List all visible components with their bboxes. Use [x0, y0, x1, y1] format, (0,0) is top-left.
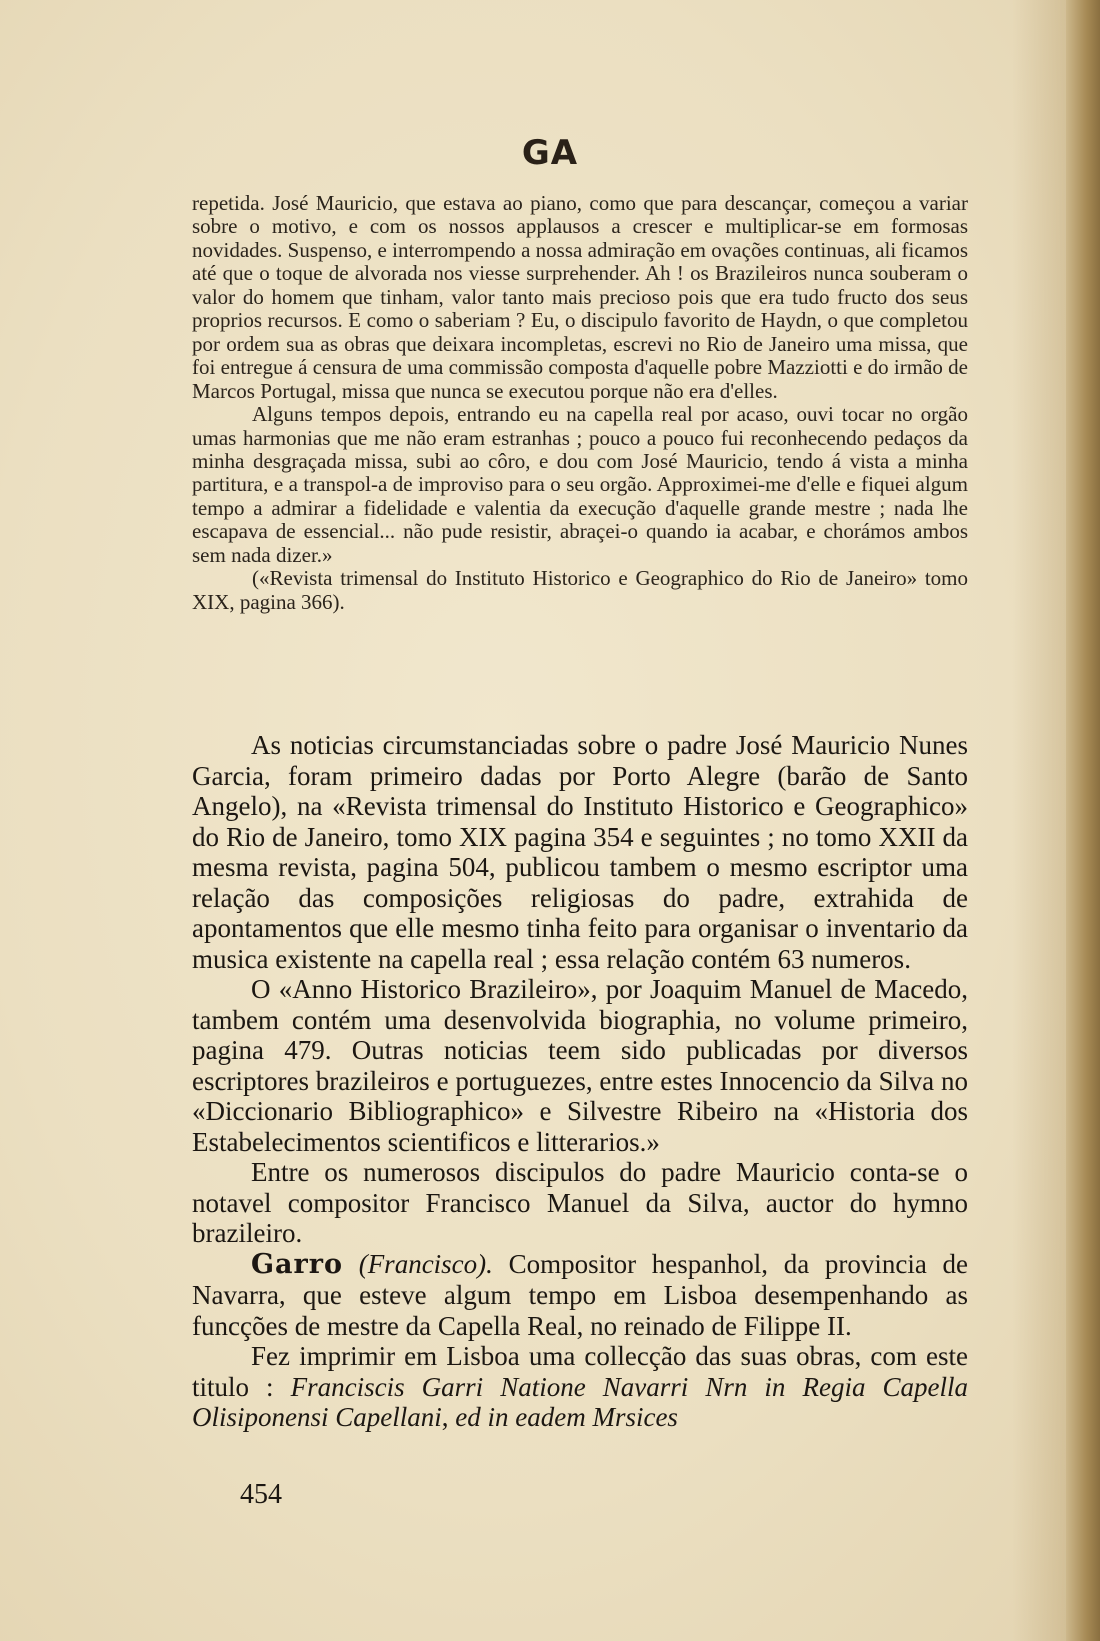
- page-number: 454: [240, 1479, 282, 1510]
- excerpt-paragraph-2: Alguns tempos depois, entrando eu na capella real por acaso, ouvi tocar no orgão umas harmonias que me não eram estranhas ; pouco a pouco fui reconhecendo pedaços da minha desgraçada missa, subi ao côro, e dou com José Mauricio, tendo á vista a minha partitura, e a transpol-a de improviso para o seu orgão. Approximei-me d'elle e fiquei algum tempo a admirar a fidelidade e valentia da execução d'aquelle grande mestre ; nada lhe escapava de essencial... não pude resistir, abraçei-o quando ia acabar, e chorámos ambos sem nada dizer.»: [192, 402, 968, 567]
- para5-start: Fez imprimir em Lisboa uma collecção das suas obras, com este titulo :: [192, 1341, 968, 1402]
- main-paragraph-5: [192, 1341, 968, 1433]
- entry-headword: Garro: [251, 1248, 344, 1280]
- main-paragraph-2: O «Anno Historico Brazileiro», por Joaquim Manuel de Macedo, tambem contém uma desenvolvida biographia, no volume primeiro, pagina 479. Outras noticias teem sido publicadas por diversos escriptores brazileiros e portuguezes, entre estes Innocencio da Silva no «Diccionario Bibliographico» e Silvestre Ribeiro na «Historia dos Estabelecimentos scientificos e litterarios.»: [192, 974, 968, 1157]
- excerpt-paragraph-1: repetida. José Mauricio, que estava ao piano, como que para descançar, começou a variar sobre o motivo, e com os nossos applausos a crescer e multiplicar-se em formosas novidades. Suspenso, e interrompendo a nossa admiração em ovações continuas, ali ficamos até que o toque de alvorada nos viesse surprehender. Ah ! os Brazileiros nunca souberam o valor do homem que tinham, valor tanto mais precioso pois que era tudo fructo dos seus proprios recursos. E como o saberiam ? Eu, o discipulo favorito de Haydn, o que completou por ordem sua as obras que deixara incompletas, escrevi no Rio de Janeiro uma missa, que foi entregue á censura de uma commissão composta d'aquelle pobre Mazziotti e do irmão de Marcos Portugal, missa que nunca se executou porque não era d'elles.: [192, 191, 968, 403]
- entry-garro: [192, 1249, 968, 1342]
- main-text: [192, 730, 968, 1433]
- entry-text: Compositor hespanhol, da provincia de Navarra, que esteve algum tempo em Lisboa desempenhando as funcções de mestre da Capella Real, no reinado de Filippe II.: [192, 1248, 969, 1341]
- para5-title-cont: ed in eadem Mrsices: [455, 1402, 678, 1432]
- main-paragraph-1: As noticias circumstanciadas sobre o padre José Mauricio Nunes Garcia, foram primeiro dadas por Porto Alegre (barão de Santo Angelo), na «Revista trimensal do Instituto Historico e Geographico» do Rio de Janeiro, tomo XIX pagina 354 e seguintes ; no tomo XXII da mesma revista, pagina 504, publicou tambem o mesmo escriptor uma relação das composições religiosas do padre, extrahida de apontamentos que elle mesmo tinha feito para organisar o inventario da musica existente na capella real ; essa relação contém 63 numeros.: [192, 730, 968, 974]
- quoted-excerpt: [192, 192, 968, 614]
- para5-comma: ,: [441, 1402, 456, 1432]
- running-header: GA: [521, 133, 579, 173]
- para5-title: Franciscis Garri Natione Navarri Nrn in Regia Capella Olisiponensi Capellani: [192, 1371, 968, 1432]
- main-paragraph-3: Entre os numerosos discipulos do padre Mauricio conta-se o notavel compositor Francisco Manuel da Silva, auctor do hymno brazileiro.: [192, 1157, 968, 1248]
- page-edge: [1066, 0, 1100, 1641]
- entry-firstname: (Francisco).: [358, 1248, 493, 1279]
- excerpt-citation: («Revista trimensal do Instituto Historico e Geographico do Rio de Janeiro» tomo XIX, pagina 366).: [192, 566, 968, 614]
